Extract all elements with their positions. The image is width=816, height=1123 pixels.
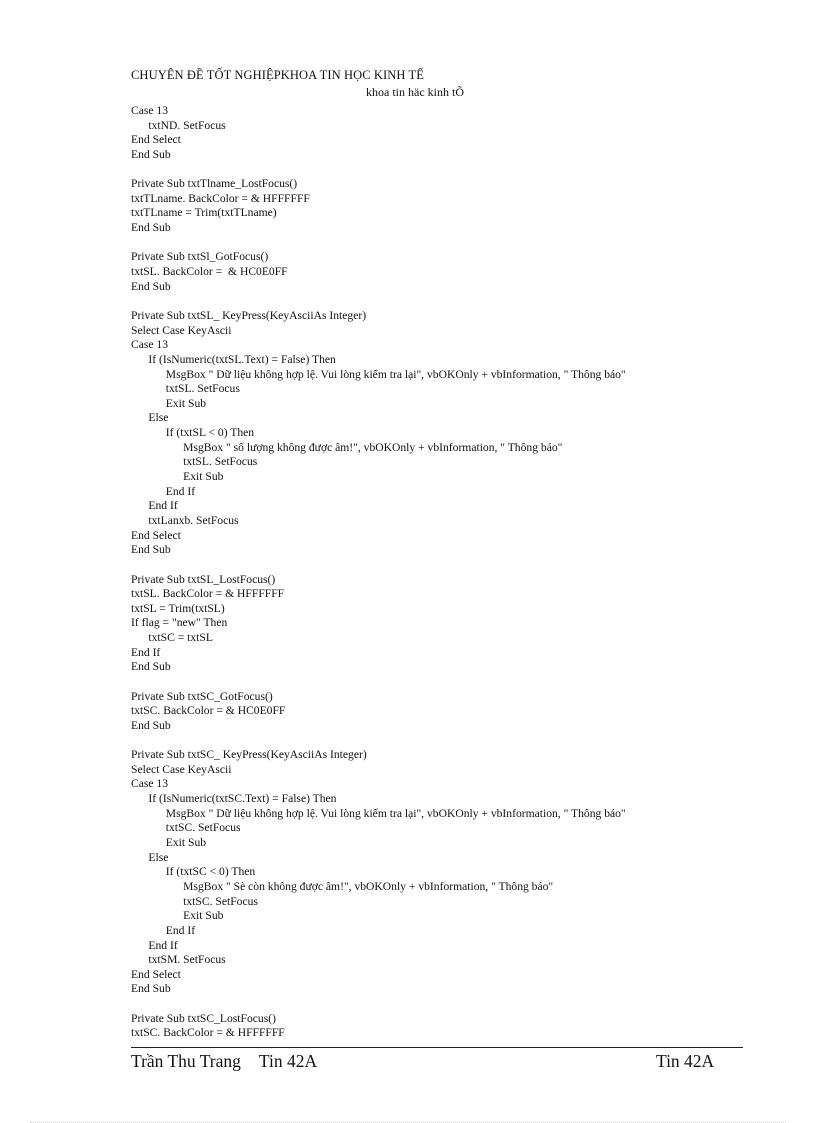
code-line: MsgBox " Sè còn không được âm!", vbOKOnly + vbInformation, " Thông báo" <box>131 879 554 893</box>
footer-class-right: Tin 42A <box>656 1051 715 1071</box>
code-line: Else <box>131 411 169 425</box>
code-line: txtSL. SetFocus <box>131 455 258 469</box>
code-line: txtLanxb. SetFocus <box>131 513 239 527</box>
code-line: Private Sub txtSl_GotFocus() <box>131 250 269 264</box>
code-line: txtSL. BackColor = & HC0E0FF <box>131 265 288 279</box>
code-line: Exit Sub <box>131 836 207 850</box>
code-line: End Select <box>131 133 181 147</box>
code-line: txtSC. BackColor = & HFFFFFF <box>131 1026 285 1040</box>
code-line: If (IsNumeric(txtSL.Text) = False) Then <box>131 352 336 366</box>
code-line: txtSC. SetFocus <box>131 894 258 908</box>
code-line: Private Sub txtSL_LostFocus() <box>131 572 276 586</box>
code-line: End Sub <box>131 543 171 557</box>
code-line: End Sub <box>131 660 171 674</box>
code-line: End If <box>131 938 178 952</box>
code-listing <box>131 104 751 1041</box>
code-line: End If <box>131 923 196 937</box>
code-line: txtSL. BackColor = & HFFFFFF <box>131 587 285 601</box>
code-line: End Sub <box>131 982 171 996</box>
code-line: txtSC = txtSL <box>131 631 213 645</box>
code-line: If (txtSC < 0) Then <box>131 865 256 879</box>
code-line: txtTLname = Trim(txtTLname) <box>131 206 277 220</box>
code-line: Select Case KeyAscii <box>131 762 232 776</box>
code-line: txtSM. SetFocus <box>131 953 226 967</box>
code-line: MsgBox " số lượng không được âm!", vbOKOnly + vbInformation, " Thông báo" <box>131 440 563 454</box>
code-line: End Select <box>131 967 181 981</box>
code-line: MsgBox " Dữ liệu không hợp lệ. Vui lòng kiểm tra lại", vbOKOnly + vbInformation, " Thông báo" <box>131 367 626 381</box>
code-line <box>131 163 751 178</box>
code-line: Case 13 <box>131 777 169 791</box>
code-line: txtSC. SetFocus <box>131 821 241 835</box>
code-line: Private Sub txtSL_ KeyPress(KeyAsciiAs Integer) <box>131 308 367 322</box>
header-subtitle: khoa tin häc kinh tÕ <box>366 85 464 99</box>
code-line: Else <box>131 850 169 864</box>
code-line: Exit Sub <box>131 470 224 484</box>
code-line: MsgBox " Dữ liệu không hợp lệ. Vui lòng kiểm tra lại", vbOKOnly + vbInformation, " Thông báo" <box>131 806 626 820</box>
code-line: txtSL. SetFocus <box>131 382 240 396</box>
code-line: txtTLname. BackColor = & HFFFFFF <box>131 191 310 205</box>
code-line: Select Case KeyAscii <box>131 323 232 337</box>
code-line: End If <box>131 499 178 513</box>
code-line: End Sub <box>131 279 171 293</box>
code-line: Private Sub txtSC_ KeyPress(KeyAsciiAs Integer) <box>131 748 367 762</box>
footer-left <box>131 1051 317 1072</box>
code-line: End Sub <box>131 147 171 161</box>
header-title: CHUYÊN ĐỀ TỐT NGHIỆPKHOA TIN HỌC KINH TẾ <box>131 68 424 82</box>
code-line <box>131 236 751 251</box>
code-line: Private Sub txtSC_GotFocus() <box>131 689 273 703</box>
footer-class-left: Tin 42A <box>258 1051 318 1071</box>
code-line: End Sub <box>131 718 171 732</box>
code-line: Case 13 <box>131 104 169 117</box>
code-line <box>131 558 751 573</box>
code-line <box>131 734 751 749</box>
code-line: Exit Sub <box>131 396 207 410</box>
footer-divider <box>131 1047 743 1048</box>
code-line: If flag = "new" Then <box>131 616 228 630</box>
code-line: If (txtSL < 0) Then <box>131 426 255 440</box>
code-line <box>131 997 751 1012</box>
code-line: Private Sub txtSC_LostFocus() <box>131 1011 276 1025</box>
code-line: End If <box>131 645 161 659</box>
footer-author: Trần Thu Trang <box>131 1051 241 1071</box>
code-line: txtSL = Trim(txtSL) <box>131 601 225 615</box>
code-line: End Sub <box>131 221 171 235</box>
code-line <box>131 294 751 309</box>
code-line: txtSC. BackColor = & HC0E0FF <box>131 704 286 718</box>
code-line: Private Sub txtTlname_LostFocus() <box>131 177 298 191</box>
code-line <box>131 675 751 690</box>
code-line: Exit Sub <box>131 909 224 923</box>
code-line: If (IsNumeric(txtSC.Text) = False) Then <box>131 792 337 806</box>
code-line: Case 13 <box>131 338 169 352</box>
code-line: txtND. SetFocus <box>131 118 226 132</box>
code-line: End Select <box>131 528 181 542</box>
code-line: End If <box>131 484 196 498</box>
